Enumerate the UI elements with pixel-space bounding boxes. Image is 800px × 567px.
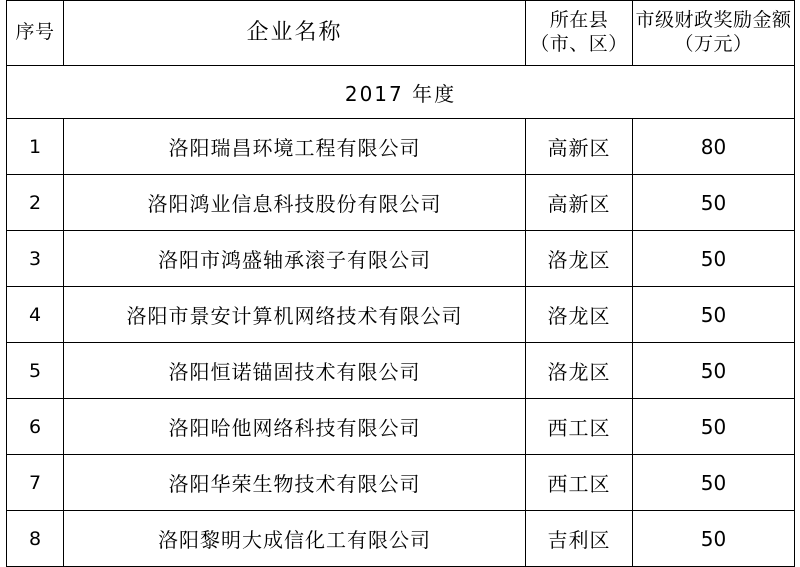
table-row (7, 119, 795, 175)
table-row (7, 399, 795, 455)
cell-district: 西工区 (526, 455, 633, 511)
cell-district: 洛龙区 (526, 231, 633, 287)
cell-company-name: 洛阳瑞昌环境工程有限公司 (64, 119, 526, 175)
cell-award-amount: 50 (633, 175, 795, 231)
award-table (6, 0, 795, 567)
section-year-label: 2017 年度 (7, 66, 795, 119)
cell-index: 3 (7, 231, 64, 287)
cell-index: 5 (7, 343, 64, 399)
cell-award-amount: 50 (633, 511, 795, 567)
table-header-row (7, 1, 795, 66)
cell-award-amount: 50 (633, 343, 795, 399)
header-company-name: 企业名称 (64, 1, 526, 66)
cell-award-amount: 50 (633, 287, 795, 343)
cell-company-name: 洛阳市鸿盛轴承滚子有限公司 (64, 231, 526, 287)
table-header (7, 1, 795, 66)
header-district: 所在县（市、区） (526, 1, 633, 66)
header-award-amount: 市级财政奖励金额 （万元） (633, 1, 795, 66)
table-row (7, 455, 795, 511)
table-body (7, 66, 795, 567)
cell-award-amount: 50 (633, 399, 795, 455)
cell-district: 洛龙区 (526, 287, 633, 343)
cell-district: 洛龙区 (526, 343, 633, 399)
table-row (7, 231, 795, 287)
cell-company-name: 洛阳华荣生物技术有限公司 (64, 455, 526, 511)
table-row (7, 175, 795, 231)
table-row (7, 343, 795, 399)
cell-index: 1 (7, 119, 64, 175)
table-row (7, 511, 795, 567)
cell-company-name: 洛阳黎明大成信化工有限公司 (64, 511, 526, 567)
section-year-row (7, 66, 795, 119)
cell-index: 7 (7, 455, 64, 511)
cell-company-name: 洛阳市景安计算机网络技术有限公司 (64, 287, 526, 343)
cell-index: 2 (7, 175, 64, 231)
cell-index: 4 (7, 287, 64, 343)
cell-district: 高新区 (526, 175, 633, 231)
cell-district: 高新区 (526, 119, 633, 175)
cell-award-amount: 80 (633, 119, 795, 175)
cell-company-name: 洛阳鸿业信息科技股份有限公司 (64, 175, 526, 231)
cell-index: 8 (7, 511, 64, 567)
cell-index: 6 (7, 399, 64, 455)
table-row (7, 287, 795, 343)
cell-district: 吉利区 (526, 511, 633, 567)
header-index: 序号 (7, 1, 64, 66)
cell-company-name: 洛阳恒诺锚固技术有限公司 (64, 343, 526, 399)
cell-award-amount: 50 (633, 455, 795, 511)
cell-district: 西工区 (526, 399, 633, 455)
cell-award-amount: 50 (633, 231, 795, 287)
cell-company-name: 洛阳哈他网络科技有限公司 (64, 399, 526, 455)
